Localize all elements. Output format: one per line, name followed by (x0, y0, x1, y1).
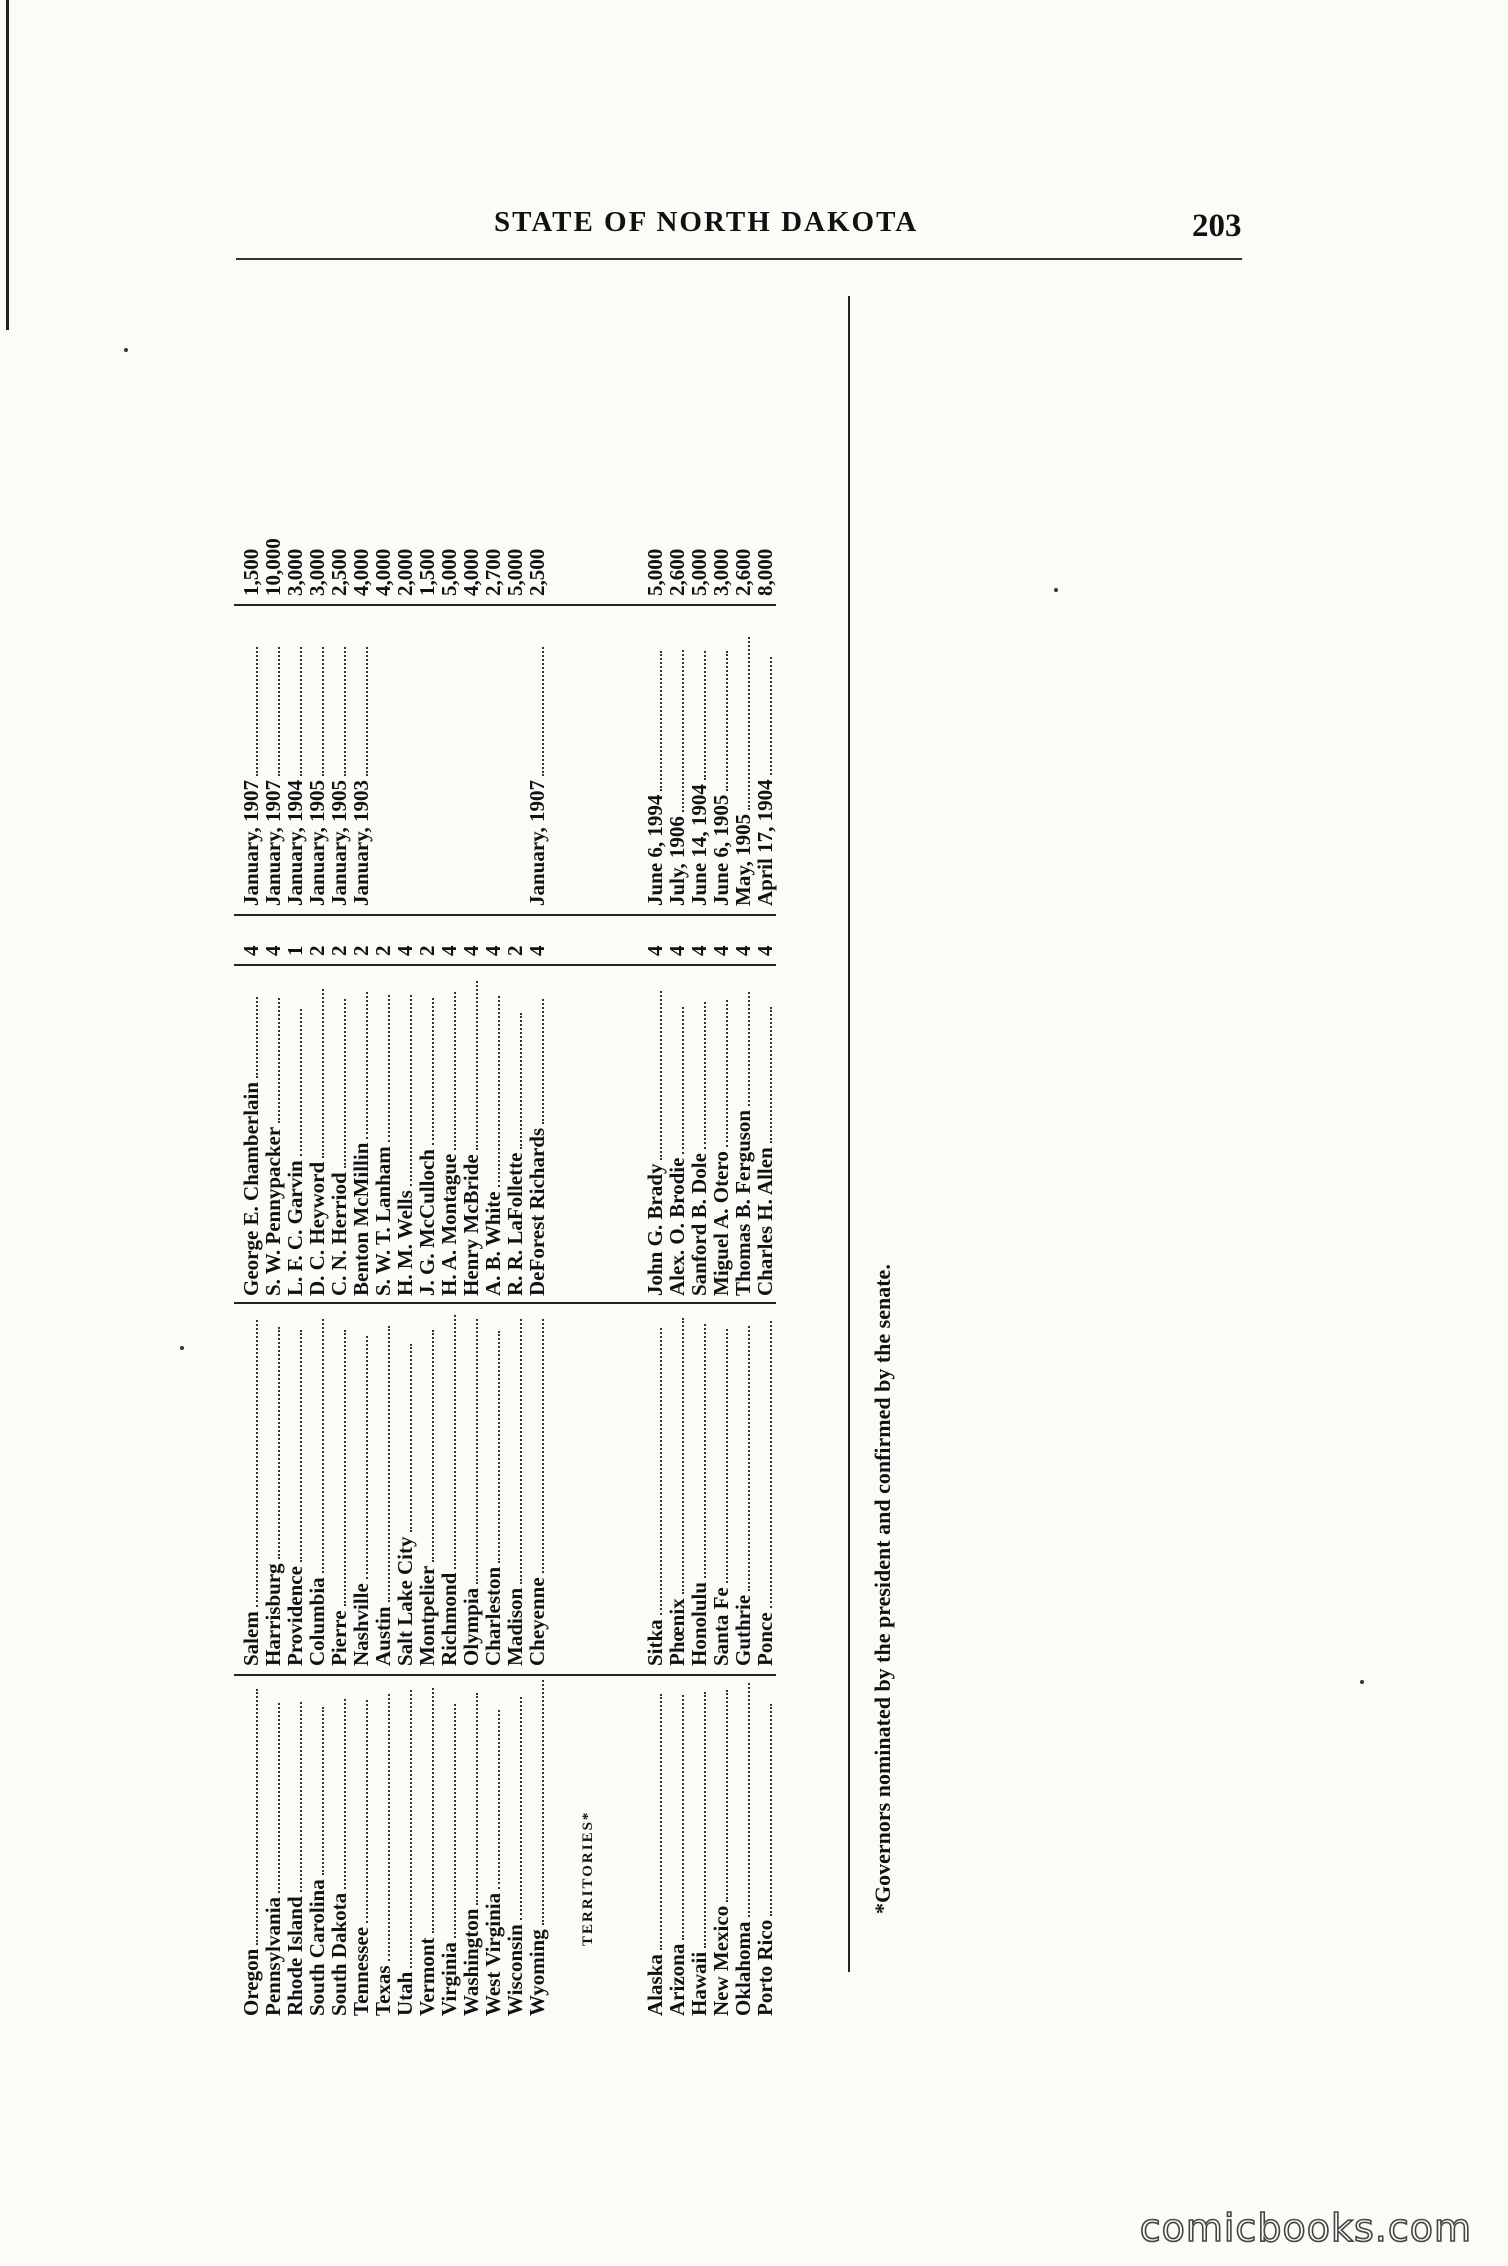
cell-governor: R. R. LaFollette (504, 1013, 526, 1296)
cell-capital: Montpelier (416, 1330, 438, 1666)
dot-leader (396, 1690, 412, 1968)
print-speck (1360, 1680, 1364, 1684)
cell-salary: 4,000 (459, 548, 483, 596)
cell-capital: Salem (240, 1320, 262, 1666)
dot-leader (352, 1700, 368, 1923)
cell-capital: Sitka (644, 1328, 666, 1666)
cell-state: West Virginia (482, 1710, 504, 2016)
dot-leader (646, 1328, 662, 1615)
dot-leader (440, 1704, 456, 1938)
dot-leader (440, 992, 456, 1150)
cell-state: Texas (372, 1694, 394, 2016)
cell-capital: Phœnix (666, 1318, 688, 1666)
dot-leader (462, 981, 478, 1150)
cell-capital: Austin (372, 1326, 394, 1666)
dot-leader (308, 647, 324, 776)
dot-leader (264, 1703, 280, 1893)
cell-governor: John G. Brady (644, 991, 666, 1296)
cell-salary: 2,000 (393, 548, 417, 596)
cell-state: Oregon (240, 1689, 262, 2016)
cell-governor: H. A. Montague (438, 992, 460, 1296)
cell-capital: Ponce (754, 1321, 776, 1666)
cell-term: 2 (371, 945, 395, 956)
cell-term: 1 (283, 945, 307, 956)
cell-state: Virginia (438, 1704, 460, 2016)
cell-governor: A. B. White (482, 996, 504, 1296)
cell-expires: June 6, 1905 (710, 651, 732, 906)
cell-salary: 5,000 (437, 548, 461, 596)
cell-capital: Santa Fe (710, 1329, 732, 1666)
cell-expires: January, 1905 (306, 647, 328, 906)
page-number: 203 (1192, 208, 1242, 244)
dot-leader (352, 992, 368, 1139)
cell-capital: Providence (284, 1330, 306, 1666)
dot-leader (668, 1695, 684, 1940)
dot-leader (528, 1680, 544, 1925)
cell-term: 4 (709, 945, 733, 956)
cell-expires: April 17, 1904 (754, 657, 776, 906)
cell-salary: 3,000 (305, 548, 329, 596)
dot-leader (462, 1319, 478, 1584)
cell-governor: S. W. T. Lanham (372, 995, 394, 1296)
cell-state: New Mexico (710, 1690, 732, 2016)
dot-leader (668, 650, 684, 812)
cell-capital: Honolulu (688, 1324, 710, 1666)
cell-salary: 3,000 (709, 548, 733, 596)
cell-salary: 5,000 (643, 548, 667, 596)
dot-leader (330, 1330, 346, 1606)
dot-leader (484, 1710, 500, 1889)
cell-governor: Thomas B. Ferguson (732, 992, 754, 1296)
cell-capital: Salt Lake City (394, 1344, 416, 1666)
cell-salary: 2,500 (525, 548, 549, 596)
dot-leader (756, 1704, 772, 1916)
cell-capital: Pierre (328, 1330, 350, 1666)
cell-salary: 8,000 (753, 548, 777, 596)
cell-term: 4 (753, 945, 777, 956)
cell-salary: 5,000 (687, 548, 711, 596)
column-divider (234, 964, 776, 966)
dot-leader (374, 1326, 390, 1602)
dot-leader (690, 1692, 706, 1948)
cell-governor: Charles H. Allen (754, 1007, 776, 1296)
cell-term: 2 (327, 945, 351, 956)
cell-expires: January, 1903 (350, 647, 372, 906)
cell-term: 4 (731, 945, 755, 956)
dot-leader (308, 1707, 324, 1875)
cell-capital: Harrisburg (262, 1327, 284, 1666)
dot-leader (528, 647, 544, 776)
cell-governor: S. W. Pennypacker (262, 998, 284, 1296)
cell-state: Washington (460, 1693, 482, 2016)
footnote: *Governors nominated by the president and confirmed by the senate. (870, 1264, 895, 1914)
dot-leader (646, 1694, 662, 1950)
cell-salary: 4,000 (371, 548, 395, 596)
cell-salary: 3,000 (283, 548, 307, 596)
dot-leader (418, 998, 434, 1145)
cell-term: 4 (525, 945, 549, 956)
dot-leader (712, 1690, 728, 1902)
cell-salary: 10,000 (261, 538, 285, 596)
cell-term: 4 (239, 945, 263, 956)
cell-governor: Henry McBride (460, 981, 482, 1296)
dot-leader (264, 998, 280, 1123)
dot-leader (330, 999, 346, 1168)
cell-state: Porto Rico (754, 1704, 776, 2016)
dot-leader (668, 1318, 684, 1594)
watermark-logo: comicbooks.com (1139, 2206, 1472, 2250)
cell-expires: June 14, 1904 (688, 651, 710, 906)
cell-expires: January, 1904 (284, 647, 306, 906)
cell-capital: Charleston (482, 1331, 504, 1666)
dot-leader (646, 651, 662, 791)
dot-leader (528, 999, 544, 1124)
dot-leader (668, 1007, 684, 1154)
cell-state: Hawaii (688, 1692, 710, 2016)
page-edge-line (6, 0, 9, 330)
cell-term: 4 (261, 945, 285, 956)
column-divider (234, 914, 776, 916)
territories-heading: TERRITORIES* (580, 1810, 596, 1946)
dot-leader (308, 1319, 324, 1573)
cell-salary: 2,600 (731, 548, 755, 596)
cell-state: Wisconsin (504, 1697, 526, 2016)
cell-governor: H. M. Wells (394, 995, 416, 1296)
dot-leader (712, 651, 728, 791)
print-speck (1054, 588, 1058, 592)
cell-term: 4 (437, 945, 461, 956)
dot-leader (506, 1697, 522, 1920)
dot-leader (242, 1320, 258, 1607)
cell-term: 2 (415, 945, 439, 956)
cell-governor: J. G. McCulloch (416, 998, 438, 1296)
dot-leader (286, 1702, 302, 1892)
dot-leader (242, 997, 258, 1078)
dot-leader (330, 1699, 346, 1889)
dot-leader (484, 1331, 500, 1563)
dot-leader (374, 1694, 390, 1961)
dot-leader (528, 1319, 544, 1573)
cell-capital: Columbia (306, 1319, 328, 1666)
cell-state: Alaska (644, 1694, 666, 2016)
cell-salary: 4,000 (349, 548, 373, 596)
dot-leader (352, 647, 368, 776)
cell-salary: 2,700 (481, 548, 505, 596)
cell-state: Vermont (416, 1688, 438, 2016)
footnote-rule (848, 296, 850, 1972)
column-divider (234, 1302, 776, 1304)
dot-leader (374, 995, 390, 1142)
cell-governor: C. N. Herriod (328, 999, 350, 1296)
dot-leader (690, 1002, 706, 1149)
dot-leader (440, 1315, 456, 1569)
cell-term: 4 (481, 945, 505, 956)
cell-term: 4 (459, 945, 483, 956)
cell-governor: DeForest Richards (526, 999, 548, 1296)
dot-leader (484, 996, 500, 1187)
page-title: STATE OF NORTH DAKOTA (494, 206, 919, 238)
dot-leader (264, 1327, 280, 1559)
dot-leader (506, 1013, 522, 1149)
dot-leader (286, 1009, 302, 1156)
cell-expires: January, 1905 (328, 647, 350, 906)
cell-state: Oklahoma (732, 1683, 754, 2016)
cell-salary: 2,600 (665, 548, 689, 596)
dot-leader (330, 647, 346, 776)
cell-expires: May, 1905 (732, 637, 754, 906)
dot-leader (756, 1321, 772, 1608)
cell-capital: Cheyenne (526, 1319, 548, 1666)
cell-governor: Benton McMillin (350, 992, 372, 1296)
cell-term: 2 (503, 945, 527, 956)
dot-leader (506, 1319, 522, 1584)
cell-capital: Richmond (438, 1315, 460, 1666)
cell-expires: January, 1907 (262, 647, 284, 906)
dot-leader (756, 657, 772, 775)
cell-salary: 5,000 (503, 548, 527, 596)
dot-leader (396, 995, 412, 1186)
cell-state: Pennsylvania (262, 1703, 284, 2016)
dot-leader (418, 1330, 434, 1562)
cell-governor: L. F. C. Garvin (284, 1009, 306, 1296)
column-divider (234, 1674, 776, 1676)
cell-term: 4 (665, 945, 689, 956)
dot-leader (646, 991, 662, 1160)
dot-leader (352, 1336, 368, 1579)
dot-leader (418, 1688, 434, 1933)
dot-leader (712, 1329, 728, 1583)
cell-state: Tennessee (350, 1700, 372, 2016)
dot-leader (712, 1000, 728, 1147)
cell-term: 4 (643, 945, 667, 956)
cell-salary: 1,500 (239, 548, 263, 596)
dot-leader (286, 1330, 302, 1562)
dot-leader (690, 651, 706, 780)
dot-leader (264, 647, 280, 776)
cell-salary: 2,500 (327, 548, 351, 596)
dot-leader (286, 647, 302, 776)
dot-leader (462, 1693, 478, 1905)
cell-term: 2 (349, 945, 373, 956)
cell-governor: Miguel A. Otero (710, 1000, 732, 1296)
cell-state: South Carolina (306, 1707, 328, 2016)
cell-governor: D. C. Heyword (306, 989, 328, 1296)
dot-leader (396, 1344, 412, 1532)
dot-leader (308, 989, 324, 1158)
dot-leader (734, 1326, 750, 1591)
cell-state: Wyoming (526, 1680, 548, 2016)
dot-leader (756, 1007, 772, 1143)
print-speck (124, 348, 128, 352)
cell-state: Rhode Island (284, 1702, 306, 2016)
cell-expires: January, 1907 (240, 647, 262, 906)
dot-leader (242, 647, 258, 776)
cell-state: South Dakota (328, 1699, 350, 2016)
dot-leader (690, 1324, 706, 1578)
cell-expires: January, 1907 (526, 647, 548, 906)
cell-expires: July, 1906 (666, 650, 688, 906)
print-speck (180, 1346, 184, 1350)
header-rule (236, 258, 1242, 260)
cell-capital: Madison (504, 1319, 526, 1666)
table-grid (240, 292, 852, 2016)
cell-governor: Alex. O. Brodie (666, 1007, 688, 1296)
cell-capital: Guthrie (732, 1326, 754, 1666)
cell-term: 4 (687, 945, 711, 956)
cell-expires: June 6, 1994 (644, 651, 666, 906)
cell-capital: Nashville (350, 1336, 372, 1666)
dot-leader (734, 992, 750, 1106)
cell-state: Arizona (666, 1695, 688, 2016)
cell-term: 2 (305, 945, 329, 956)
dot-leader (242, 1689, 258, 1945)
column-divider (234, 604, 776, 606)
cell-governor: Sanford B. Dole (688, 1002, 710, 1296)
dot-leader (734, 637, 750, 810)
cell-term: 4 (393, 945, 417, 956)
governors-table (240, 292, 852, 2016)
cell-capital: Olympia (460, 1319, 482, 1666)
cell-governor: George E. Chamberlain (240, 997, 262, 1296)
cell-state: Utah (394, 1690, 416, 2016)
cell-salary: 1,500 (415, 548, 439, 596)
dot-leader (734, 1683, 750, 1917)
